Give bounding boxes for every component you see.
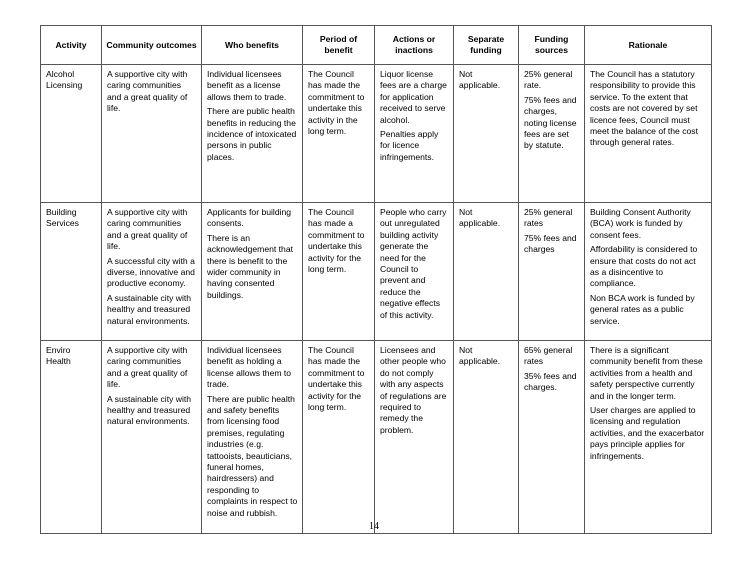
cell-text: 65% general rates <box>524 345 573 367</box>
cell-text: A successful city with a diverse, innovative and productive economy. <box>107 255 195 289</box>
cell-text: Licensees and other people who do not comply with any aspects of regulations are required to remedy the problem. <box>380 345 447 435</box>
cell-text: A supportive city with caring communities and a great quality of life. <box>107 207 188 252</box>
cell-text: Affordability is considered to ensure that costs do not act as a disincentive to compliance. <box>590 244 698 289</box>
page-number: 14 <box>369 521 379 532</box>
cell-text: Individual licensees benefit as holding a license allows them to trade. <box>207 345 292 390</box>
cell-text: 75% fees and charges <box>524 232 577 255</box>
cell-text: 75% fees and charges, noting license fees are set by statute. <box>524 94 577 151</box>
community-outcomes-cell <box>102 203 202 341</box>
who-benefits-cell <box>202 203 303 341</box>
cell-text: The Council has made the commitment to undertake this activity for the long term. <box>308 345 365 413</box>
period-of-benefit-cell <box>303 203 375 341</box>
period-of-benefit-cell <box>303 65 375 203</box>
column-header-period-of-benefit: Period of benefit <box>303 26 375 65</box>
cell-text: Penalties apply for licence infringements. <box>380 129 439 162</box>
cell-text: The Council has a statutory responsibility to provide this service. To the extent that costs are not covered by set licence fees, Council must meet the balance of the cost through general rates. <box>590 69 698 148</box>
cell-text: Not applicable. <box>459 69 501 91</box>
cell-text: 25% general rate. <box>524 69 573 91</box>
period-of-benefit-cell <box>303 341 375 534</box>
actions-cell <box>375 203 454 341</box>
actions-cell <box>375 341 454 534</box>
cell-text: User charges are applied to licensing and regulation activities, and the exacerbator pays principle applies for infringements. <box>590 405 705 461</box>
cell-text: There is an acknowledgement that there is benefit to the wider community in having consented buildings. <box>207 232 293 300</box>
rationale-cell <box>585 203 712 341</box>
funding-sources-cell <box>519 65 585 203</box>
column-header-activity: Activity <box>41 26 102 65</box>
rationale-cell <box>585 341 712 534</box>
column-header-separate-funding: Separate funding <box>454 26 519 65</box>
cell-text: Applicants for building consents. <box>207 207 292 229</box>
column-header-actions-or-inactions: Actions or inactions <box>375 26 454 65</box>
activity-cell <box>41 65 102 203</box>
cell-text: There are public health benefits in reducing the incidence of intoxicated persons in public places. <box>207 106 297 162</box>
cell-text: Non BCA work is funded by general rates as a public service. <box>590 292 695 326</box>
cell-text: A sustainable city with healthy and treasured natural environments. <box>107 292 192 326</box>
column-header-funding-sources: Funding sources <box>519 26 585 65</box>
cell-text: Liquor license fees are a charge for application received to serve alcohol. <box>380 69 447 125</box>
header-row <box>41 26 712 65</box>
cell-text: A sustainable city with healthy and treasured natural environments. <box>107 393 192 427</box>
table-row <box>41 203 712 341</box>
funding-sources-cell <box>519 341 585 534</box>
separate-funding-cell <box>454 65 519 203</box>
cell-text: Building Consent Authority (BCA) work is funded by consent fees. <box>590 207 691 240</box>
cell-text: Not applicable. <box>459 207 501 229</box>
cell-text: Building Services <box>46 207 79 229</box>
cell-text: There is a significant community benefit from these activities from a health and safety perspective currently and in the longer term. <box>590 345 703 401</box>
separate-funding-cell <box>454 203 519 341</box>
table-row <box>41 341 712 534</box>
cell-text: A supportive city with caring communities and a great quality of life. <box>107 345 188 390</box>
cell-text: A supportive city with caring communities and a great quality of life. <box>107 69 188 114</box>
column-header-community-outcomes: Community outcomes <box>102 26 202 65</box>
funding-table <box>40 25 712 534</box>
cell-text: Enviro Health <box>46 345 71 367</box>
community-outcomes-cell <box>102 341 202 534</box>
cell-text: There are public health and safety benefits from licensing food premises, regulating industries (e.g. tattooists, beauticians, funeral homes, hairdressers) and responding to complaints in respect to noise and rubbish. <box>207 393 298 518</box>
actions-cell <box>375 65 454 203</box>
cell-text: Not applicable. <box>459 345 501 367</box>
cell-text: Alcohol Licensing <box>46 69 83 91</box>
cell-text: Individual licensees benefit as a license allows them to trade. <box>207 69 287 102</box>
rationale-cell <box>585 65 712 203</box>
who-benefits-cell <box>202 341 303 534</box>
cell-text: The Council has made a commitment to undertake this activity for the long term. <box>308 207 365 275</box>
column-header-rationale: Rationale <box>585 26 712 65</box>
separate-funding-cell <box>454 341 519 534</box>
column-header-who-benefits: Who benefits <box>202 26 303 65</box>
community-outcomes-cell <box>102 65 202 203</box>
cell-text: 35% fees and charges. <box>524 370 577 393</box>
activity-cell <box>41 341 102 534</box>
table-row <box>41 65 712 203</box>
cell-text: People who carry out unregulated building activity generate the need for the Council to prevent and reduce the negative effects of this activity. <box>380 207 447 320</box>
activity-cell <box>41 203 102 341</box>
funding-sources-cell <box>519 203 585 341</box>
cell-text: The Council has made the commitment to undertake this activity in the long term. <box>308 69 365 137</box>
who-benefits-cell <box>202 65 303 203</box>
cell-text: 25% general rates <box>524 207 573 229</box>
